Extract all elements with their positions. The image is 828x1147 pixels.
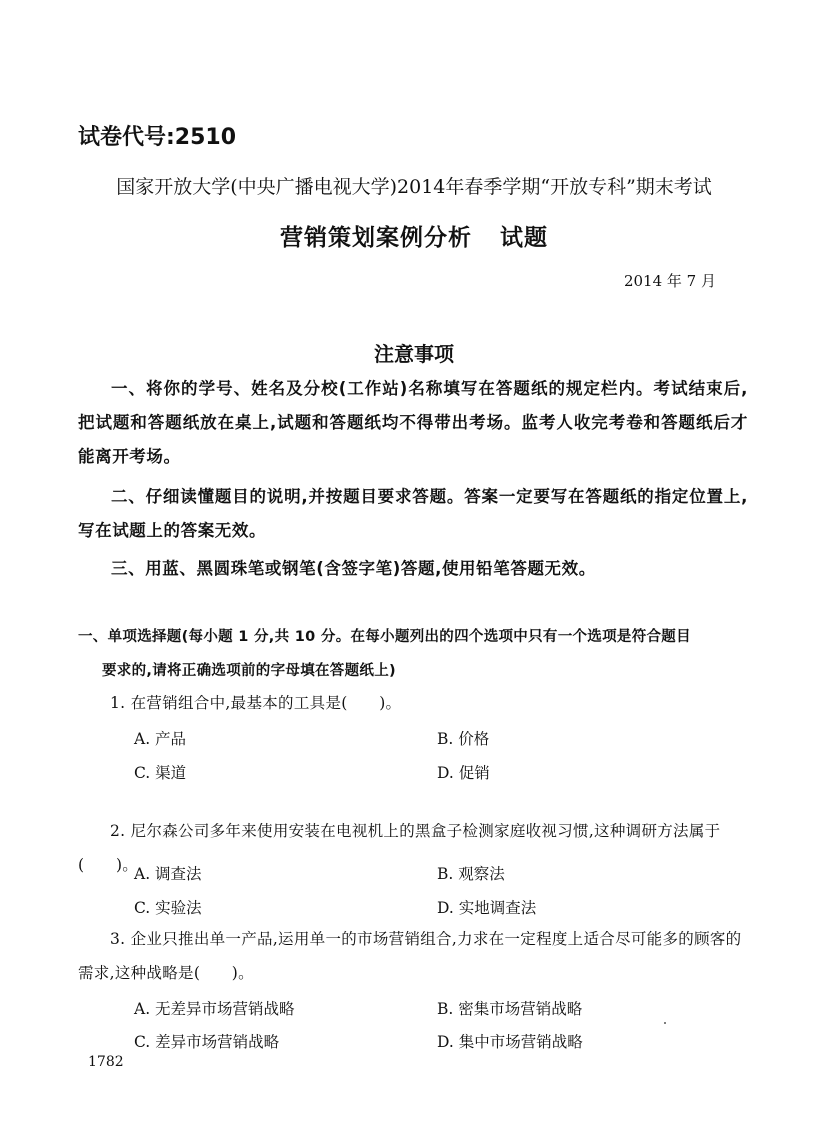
exam-code: 试卷代号:2510 — [78, 125, 237, 150]
notice-item-3: 三、用蓝、黑圆珠笔或钢笔(含签字笔)答题,使用铅笔答题无效。 — [111, 559, 596, 578]
question-2-option-b: B. 观察法 — [437, 865, 505, 883]
page-title — [0, 219, 828, 252]
question-3-option-d: D. 集中市场营销战略 — [437, 1033, 583, 1051]
question-2-option-a: A. 调查法 — [134, 865, 202, 883]
question-2-stem: 2. 尼尔森公司多年来使用安装在电视机上的黑盒子检测家庭收视习惯,这种调研方法属于( )。 — [78, 822, 721, 874]
title-suffix: 试题 — [500, 225, 548, 251]
question-1-option-d: D. 促销 — [437, 764, 490, 782]
question-3-stem: 3. 企业只推出单一产品,运用单一的市场营销组合,力求在一定程度上适合尽可能多的顾客的需求,这种战略是( )。 — [78, 930, 742, 982]
notice-heading: 注意事项 — [374, 342, 454, 366]
question-3-option-b: B. 密集市场营销战略 — [437, 1000, 583, 1018]
section-heading-line-2: 要求的,请将正确选项前的字母填在答题纸上) — [102, 663, 396, 679]
scan-speck — [664, 1022, 666, 1024]
question-3-option-a: A. 无差异市场营销战略 — [134, 1000, 295, 1018]
exam-session-line: 国家开放大学(中央广播电视大学)2014年春季学期“开放专科”期末考试 — [116, 176, 712, 198]
question-1-option-b: B. 价格 — [437, 730, 490, 748]
question-2-option-c: C. 实验法 — [134, 899, 202, 917]
section-heading-line-1: 一、单项选择题(每小题 1 分,共 10 分。在每小题列出的四个选项中只有一个选项是符合题目 — [78, 629, 691, 645]
question-2-option-d: D. 实地调查法 — [437, 899, 537, 917]
title-subject: 营销策划案例分析 — [280, 225, 472, 251]
notice-item-2: 二、仔细读懂题目的说明,并按题目要求答题。答案一定要写在答题纸的指定位置上,写在试题上的答案无效。 — [78, 487, 748, 540]
question-3-option-c: C. 差异市场营销战略 — [134, 1033, 280, 1051]
question-1-option-c: C. 渠道 — [134, 764, 187, 782]
exam-date: 2014 年 7 月 — [623, 272, 716, 290]
section-heading — [78, 620, 750, 688]
question-1-stem: 1. 在营销组合中,最基本的工具是( )。 — [110, 694, 402, 712]
page-number: 1782 — [88, 1054, 124, 1070]
question-1-option-a: A. 产品 — [134, 730, 187, 748]
notice-item-1: 一、将你的学号、姓名及分校(工作站)名称填写在答题纸的规定栏内。考试结束后,把试题和答题纸放在桌上,试题和答题纸均不得带出考场。监考人收完考卷和答题纸后才能离开考场。 — [78, 379, 748, 466]
